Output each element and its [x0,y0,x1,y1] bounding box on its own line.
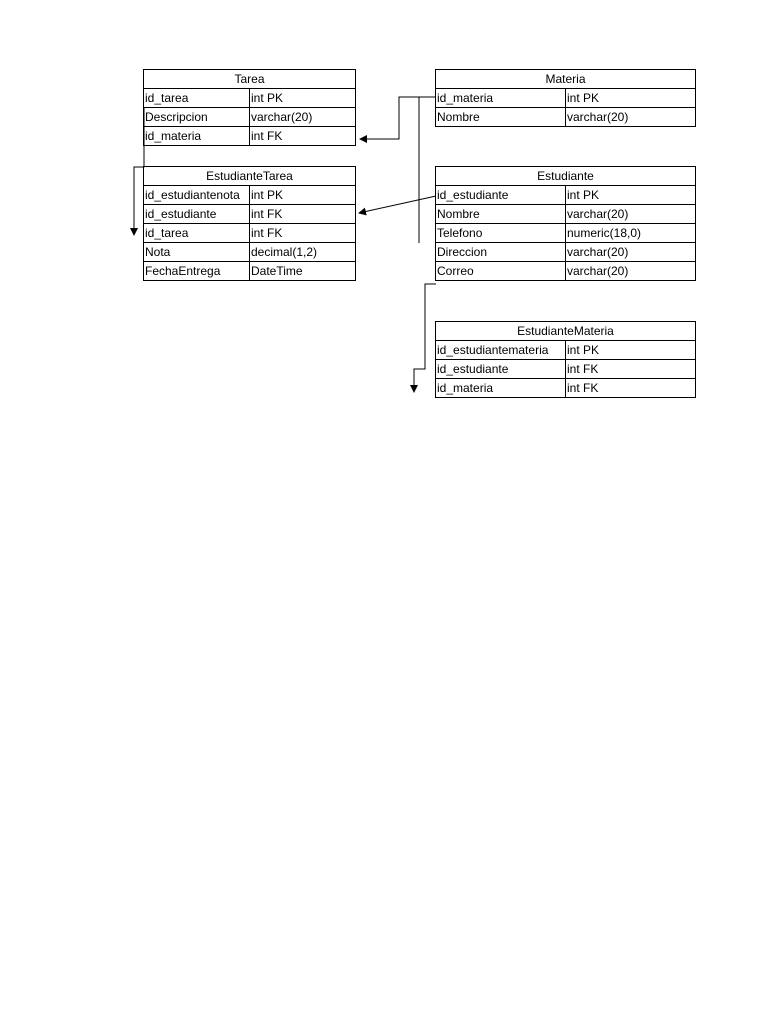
column-name: Correo [436,262,566,281]
column-name: Nombre [436,108,566,127]
column-name: id_materia [436,379,566,398]
table-row [144,186,356,205]
connector-estudiante-to-estudiantetarea [359,196,436,213]
table-row [436,379,696,398]
column-name: id_estudiantemateria [436,341,566,360]
connector-materia-to-tarea [360,97,435,139]
table-row [436,224,696,243]
table-row [436,262,696,281]
table-title: Estudiante [436,167,696,186]
table-tarea [143,69,356,146]
column-type: decimal(1,2) [250,243,356,262]
column-name: id_estudiantenota [144,186,250,205]
table-row [144,243,356,262]
table-row [144,205,356,224]
table-row [144,224,356,243]
column-type: varchar(20) [566,243,696,262]
table-row [436,341,696,360]
column-name: Telefono [436,224,566,243]
table-title: Tarea [144,70,356,89]
table-title: EstudianteMateria [436,322,696,341]
column-type: varchar(20) [566,108,696,127]
column-name: Nota [144,243,250,262]
table-title: EstudianteTarea [144,167,356,186]
column-type: varchar(20) [566,262,696,281]
table-materia [435,69,696,127]
table-row [436,243,696,262]
connector-materia-to-estudiantemateria [419,97,435,243]
table-row [144,262,356,281]
column-name: Nombre [436,205,566,224]
column-type: varchar(20) [566,205,696,224]
table-row [144,89,356,108]
table-estudiante [435,166,696,281]
column-name: Direccion [436,243,566,262]
table-row [436,186,696,205]
table-row [436,360,696,379]
table-estudiantemateria [435,321,696,398]
column-name: id_estudiante [144,205,250,224]
column-type: int PK [250,186,356,205]
column-name: id_materia [144,127,250,146]
column-name: Descripcion [144,108,250,127]
table-row [144,108,356,127]
table-row [144,127,356,146]
table-row [436,108,696,127]
column-name: id_estudiante [436,186,566,205]
column-name: id_tarea [144,224,250,243]
column-type: int PK [250,89,356,108]
column-name: id_materia [436,89,566,108]
table-row [436,89,696,108]
column-type: int PK [566,341,696,360]
column-type: int FK [250,224,356,243]
column-name: id_tarea [144,89,250,108]
column-type: int FK [250,205,356,224]
column-type: int PK [566,89,696,108]
column-type: int PK [566,186,696,205]
table-estudiantetarea [143,166,356,281]
column-type: int FK [566,360,696,379]
column-type: varchar(20) [250,108,356,127]
connector-estudiante-to-estudiantemateria [414,284,436,392]
column-type: DateTime [250,262,356,281]
column-type: numeric(18,0) [566,224,696,243]
column-type: int FK [566,379,696,398]
table-row [436,205,696,224]
table-title: Materia [436,70,696,89]
column-name: id_estudiante [436,360,566,379]
column-type: int FK [250,127,356,146]
column-name: FechaEntrega [144,262,250,281]
